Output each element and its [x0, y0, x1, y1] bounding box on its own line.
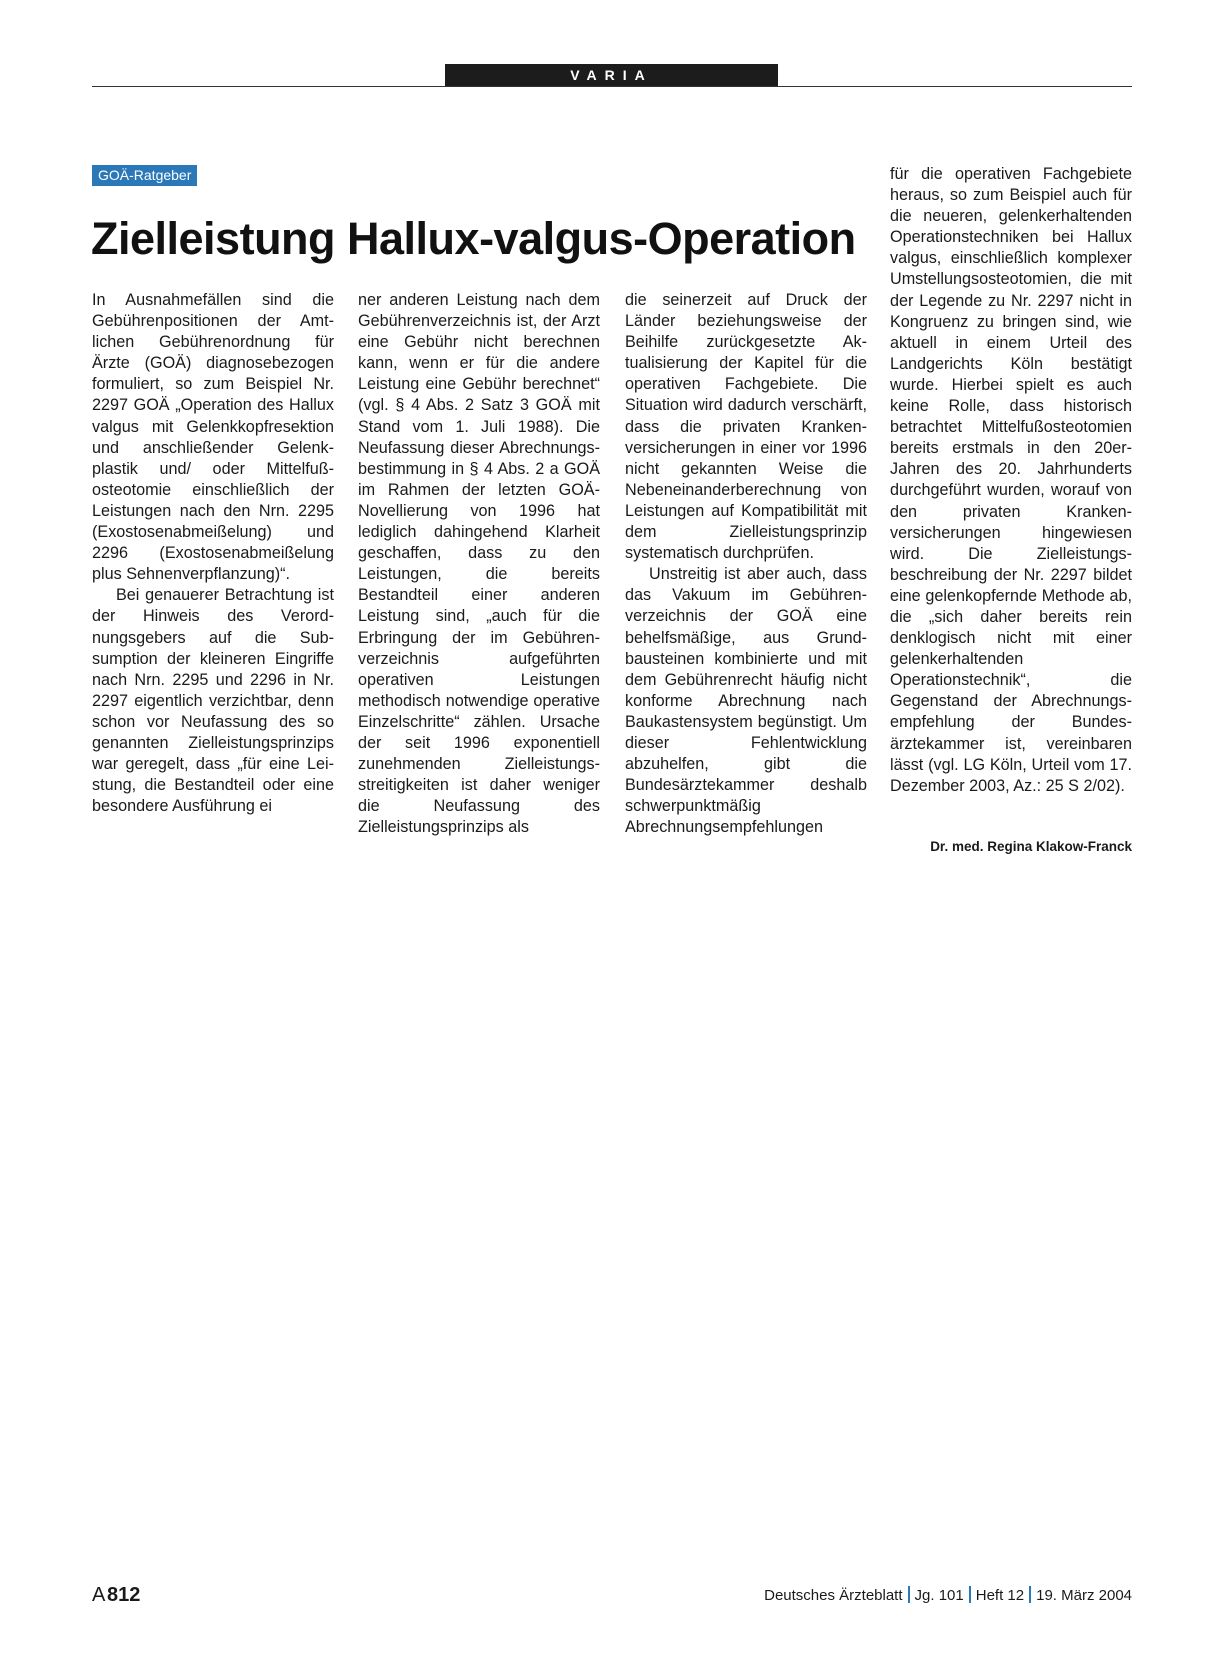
journal-issue: Heft 12 — [975, 1587, 1025, 1604]
paragraph-3-part-2: für die operativen Fachgebiete heraus, so zum Beispiel auch für die neueren, gelenkerhaltenden Operationstechniken bei Hallux valgus, einschließlich komplexer Umstellungsosteotomien, die mit der Legende zu Nr. 2297 nicht in Kongruenz zu bringen sind, wie aktuell in einem Urteil des Landgerichts Köln bestätigt wurde. Hierbei spielt es auch keine Rolle, dass historisch betrachtet Mittelfußosteotomien bereits erstmals in den 20er-Jahren des 20. Jahrhunderts durchgeführt wurden, worauf von den privaten Krankenversicherungen hingewiesen wird. Die Zielleistungsbeschreibung der Nr. 2297 bildet eine gelenkopfernde Methode ab, die „sich daher bereits rein denklogisch nicht mit einer gelenkerhaltenden Operationstechnik“, die Gegenstand der Abrechnungsempfehlung der Bundesärztekammer ist, vereinbaren lässt (vgl. LG Köln, Urteil vom 17. Dezember 2003, Az.: 25 S 2/02). — [890, 165, 1132, 795]
paragraph-2-part-3: die seinerzeit auf Druck der Länder beziehungsweise der Beihilfe zurückgesetzte Aktualisierung der Kapitel für die operativen Fachgebiete. Die Situation wird dadurch verschärft, dass die privaten Krankenversicherungen in einer vor 1996 nicht gekannten Weise die Nebeneinanderberechnung von Leistungen auf Kompatibilität mit dem Zielleistungsprinzip systematisch durchprüfen. — [625, 291, 867, 563]
section-label: VARIA — [445, 64, 778, 86]
page-number-value: 812 — [107, 1584, 141, 1606]
separator — [969, 1586, 971, 1603]
page-prefix: A — [92, 1584, 106, 1606]
paragraph-2-part-2: ner anderen Leistung nach dem Gebührenverzeichnis ist, der Arzt eine Gebühr nicht berechnen kann, wenn er für die andere Leistung eine Gebühr berechnet“ (vgl. § 4 Abs. 2 Satz 3 GOÄ mit Stand vom 1. Juli 1988). Die Neufassung dieser Abrechnungsbestimmung in § 4 Abs. 2 a GOÄ im Rahmen der letzten GOÄ-Novellierung von 1996 hat lediglich dahingehend Klarheit geschaffen, dass zu den Leistungen, die bereits Bestandteil einer anderen Leistung sind, „auch für die Erbringung der im Gebührenverzeichnis aufgeführten operativen Leistungen methodisch notwendige operative Einzelschritte“ zählen. Ursache der seit 1996 exponentiell zunehmenden Zielleistungsstreitigkeiten ist daher weniger die Neufassung des Zielleistungsprinzips als — [358, 291, 600, 837]
paragraph-2-part-1: Bei genauerer Betrachtung ist der Hinweis des Verordnungsgebers auf die Subsumption der kleineren Eingriffe nach Nrn. 2295 und 2296 in Nr. 2297 eigentlich verzichtbar, denn schon vor Neufassung des so genannten Zielleistungsprinzips war geregelt, dass „für eine Leistung, die Bestandteil oder eine besondere Ausführung ei — [92, 586, 334, 816]
journal-volume: Jg. 101 — [914, 1587, 964, 1604]
paragraph-3-part-1: Unstreitig ist aber auch, dass das Vakuum im Gebührenverzeichnis der GOÄ eine behelfsmäßige, aus Grundbausteinen kombinierte und mit dem Gebührenrecht häufig nicht konforme Abrechnung nach Baukastensystem begünstigt. Um dieser Fehlentwicklung abzuhelfen, gibt die Bundesärztekammer deshalb schwerpunktmäßig Abrechnungsempfehlungen — [625, 565, 867, 837]
text-column-2 — [358, 290, 600, 838]
page-number — [92, 1582, 140, 1608]
section-rule — [92, 86, 1132, 87]
separator — [1029, 1586, 1031, 1603]
text-column-3 — [625, 290, 867, 838]
journal-date: 19. März 2004 — [1036, 1587, 1132, 1604]
paragraph-1: In Ausnahmefällen sind die Gebührenpositionen der Amtlichen Gebührenordnung für Ärzte (GOÄ) diagnosebezogen formuliert, so zum Beispiel Nr. 2297 GOÄ „Operation des Hallux valgus mit Gelenkkopfresektion und anschließender Gelenkplastik und/ oder Mittelfußosteotomie einschließlich der Leistungen nach den Nrn. 2295 (Exostosenabmeißelung) und 2296 (Exostosenabmeißelung plus Sehnenverpflanzung)“. — [92, 291, 334, 584]
text-column-4 — [890, 164, 1132, 797]
article-title: Zielleistung Hallux-valgus-Operation — [91, 213, 856, 264]
journal-info — [764, 1586, 1132, 1606]
journal-name: Deutsches Ärzteblatt — [764, 1587, 903, 1604]
text-column-1 — [92, 290, 334, 817]
separator — [908, 1586, 910, 1603]
category-tag: GOÄ-Ratgeber — [92, 165, 197, 186]
author-byline: Dr. med. Regina Klakow-Franck — [930, 839, 1132, 854]
